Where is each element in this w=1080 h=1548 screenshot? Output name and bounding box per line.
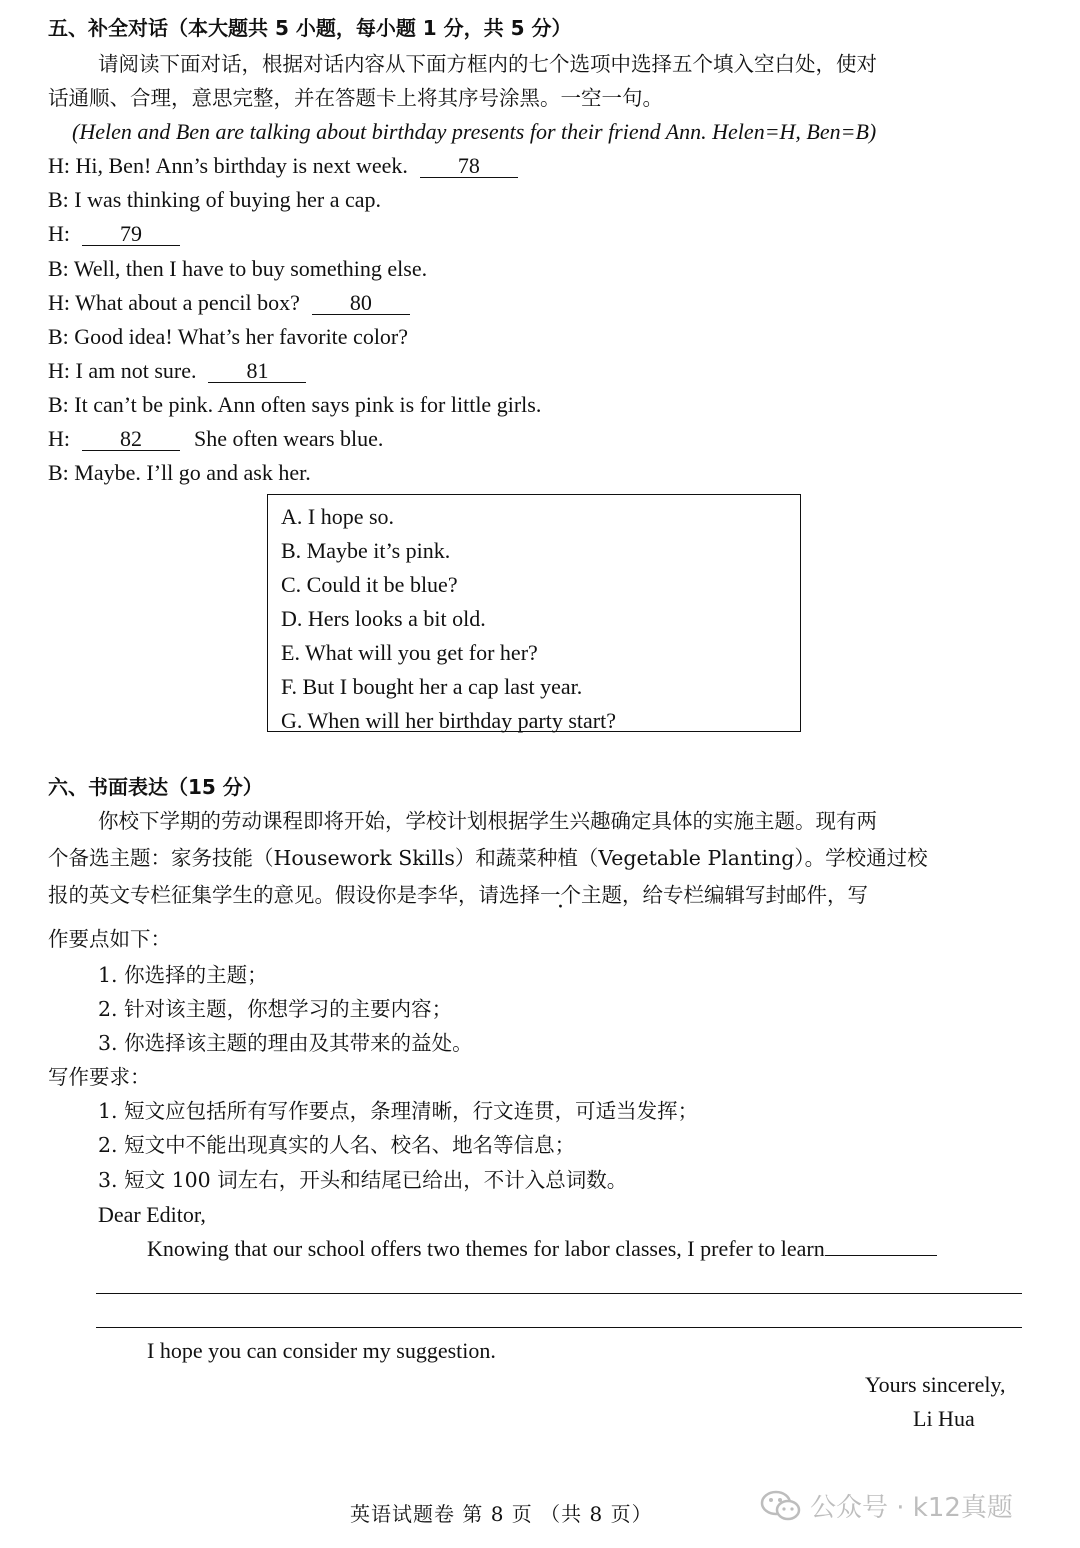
dialogue-line	[48, 220, 180, 248]
dialogue-text: B: It can’t be pink. Ann often says pink is for little girls.	[48, 392, 542, 417]
answer-blank-80: 80	[312, 292, 410, 315]
dialogue-text: B: Well, then I have to buy something else.	[48, 256, 428, 281]
section6-para-line2: 个备选主题：家务技能（Housework Skills）和蔬菜种植（Vegetable Planting）。学校通过校	[48, 846, 928, 870]
wechat-icon	[760, 1489, 802, 1523]
closing-sentence: I hope you can consider my suggestion.	[147, 1338, 496, 1363]
dialogue-line	[48, 357, 306, 385]
dialogue-text: B: Maybe. I’ll go and ask her.	[48, 460, 311, 485]
section5-instruction-line1: 请阅读下面对话，根据对话内容从下面方框内的七个选项中选择五个填入空白处，使对	[98, 52, 877, 76]
dialogue-text: H: What about a pencil box?	[48, 290, 300, 315]
section6-para-line3	[48, 881, 868, 909]
writing-point-1: 1. 你选择的主题；	[98, 963, 268, 987]
opening-sentence	[147, 1235, 937, 1263]
option-item: C. Could it be blue?	[281, 572, 458, 597]
answer-blank-81: 81	[208, 360, 306, 383]
dialogue-line	[48, 152, 518, 180]
dialogue-text: B: I was thinking of buying her a cap.	[48, 187, 381, 212]
signoff: Yours sincerely,	[865, 1372, 1006, 1397]
requirement-1: 1. 短文应包括所有写作要点，条理清晰，行文连贯，可适当发挥；	[98, 1099, 699, 1123]
answer-line	[96, 1293, 1022, 1294]
option-item: F. But I bought her a cap last year.	[281, 674, 583, 699]
dialogue-text: H: I am not sure.	[48, 358, 197, 383]
options-box	[267, 494, 801, 732]
para-line3-start: 报的英文专栏征集学生的意见。假设你是李华，请选择	[48, 883, 540, 907]
section5-title: 五、补全对话（本大题共 5 小题，每小题 1 分，共 5 分）	[48, 16, 572, 40]
dialogue-context: (Helen and Ben are talking about birthday presents for their friend Ann. Helen=H, Ben=B)	[72, 119, 877, 144]
emphasized-text: 一个	[540, 883, 581, 907]
dialogue-line	[48, 425, 383, 453]
dialogue-line	[48, 289, 410, 317]
answer-blank-82: 82	[82, 428, 180, 451]
section6-para-line4: 作要点如下：	[48, 927, 171, 951]
requirement-3: 3. 短文 100 词左右，开头和结尾已给出，不计入总词数。	[98, 1168, 628, 1192]
watermark	[760, 1487, 1013, 1524]
option-item: B. Maybe it’s pink.	[281, 538, 451, 563]
signature: Li Hua	[913, 1406, 975, 1431]
dialogue-line	[48, 255, 427, 283]
option-item: D. Hers looks a bit old.	[281, 606, 486, 631]
answer-blank-79: 79	[82, 223, 180, 246]
dialogue-line	[48, 391, 541, 419]
dialogue-line	[48, 459, 311, 487]
writing-point-2: 2. 针对该主题，你想学习的主要内容；	[98, 997, 453, 1021]
para-line3-end: 主题，给专栏编辑写封邮件，写	[581, 883, 868, 907]
dialogue-text: B: Good idea! What’s her favorite color?	[48, 324, 409, 349]
option-item: G. When will her birthday party start?	[281, 708, 616, 733]
option-item: A. I hope so.	[281, 504, 395, 529]
requirement-2: 2. 短文中不能出现真实的人名、校名、地名等信息；	[98, 1133, 576, 1157]
requirements-title: 写作要求：	[48, 1065, 151, 1089]
opening-text: Knowing that our school offers two themes for labor classes, I prefer to learn	[147, 1236, 825, 1261]
dialogue-text: H: Hi, Ben! Ann’s birthday is next week.	[48, 153, 408, 178]
section6-para-line1: 你校下学期的劳动课程即将开始，学校计划根据学生兴趣确定具体的实施主题。现有两	[98, 809, 877, 833]
watermark-text: 公众号 · k12真题	[810, 1493, 1013, 1523]
page-footer: 英语试题卷 第 8 页 （共 8 页）	[350, 1502, 653, 1526]
dialogue-text: H:	[48, 426, 70, 451]
writing-point-3: 3. 你选择该主题的理由及其带来的益处。	[98, 1031, 473, 1055]
answer-line	[825, 1235, 937, 1256]
dialogue-text-after: She often wears blue.	[194, 426, 384, 451]
dialogue-text: H:	[48, 221, 70, 246]
salutation: Dear Editor,	[98, 1202, 206, 1227]
section6-title: 六、书面表达（15 分）	[48, 775, 263, 799]
dialogue-line	[48, 323, 408, 351]
section5-instruction-line2: 话通顺、合理，意思完整，并在答题卡上将其序号涂黑。一空一句。	[48, 86, 663, 110]
answer-blank-78: 78	[420, 155, 518, 178]
option-item: E. What will you get for her?	[281, 640, 538, 665]
dialogue-line	[48, 186, 381, 214]
answer-line	[96, 1327, 1022, 1328]
